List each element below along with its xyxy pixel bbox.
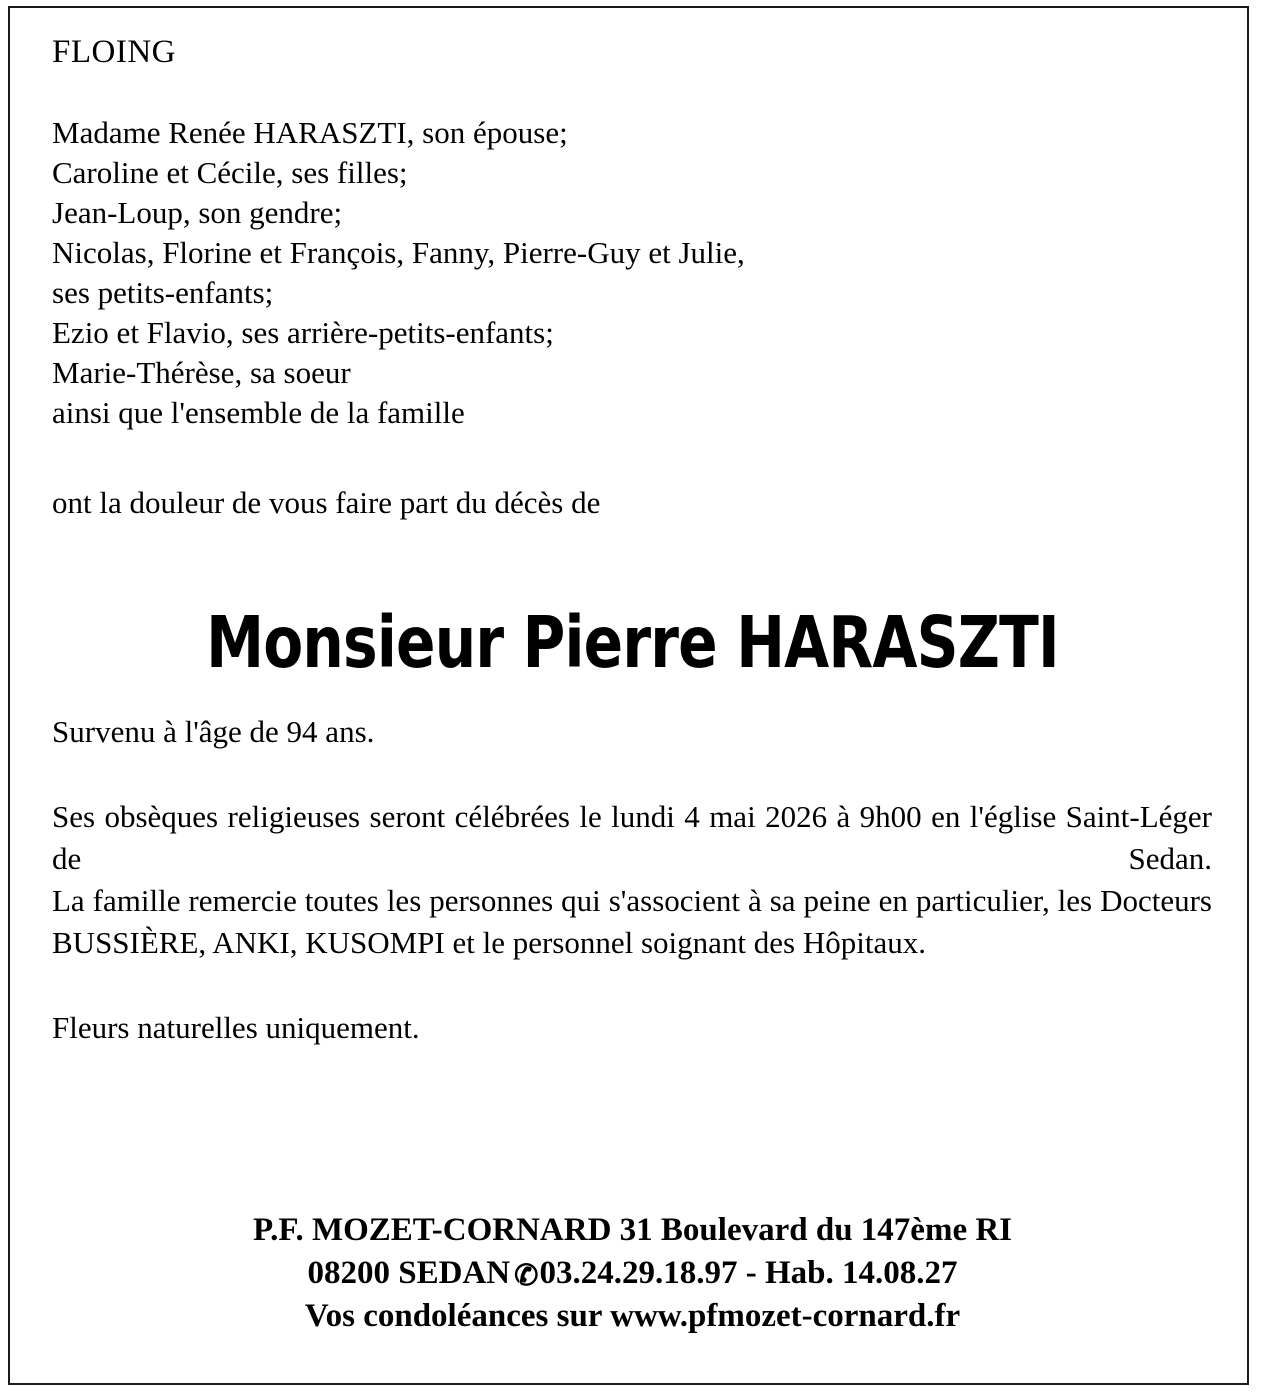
locality-heading: FLOING	[52, 34, 176, 70]
family-member-line: ses petits-enfants;	[52, 275, 274, 310]
death-notice-card	[8, 6, 1249, 1385]
family-member-line: Nicolas, Florine et François, Fanny, Pierre-Guy et Julie,	[52, 235, 745, 270]
announcement-lead-line: ont la douleur de vous faire part du décès de	[52, 485, 601, 520]
funeral-service-text: Ses obsèques religieuses seront célébrées le lundi 4 mai 2026 à 9h00 en l'église Saint-Léger de Sedan.	[52, 799, 1212, 876]
notice-body	[50, 36, 1215, 1356]
funeral-director-footer	[50, 1209, 1215, 1338]
family-member-line: Jean-Loup, son gendre;	[52, 195, 343, 230]
family-member-line: Marie-Thérèse, sa soeur	[52, 355, 351, 390]
provider-city-line: 08200 SEDAN	[307, 1255, 511, 1291]
provider-address-line: P.F. MOZET-CORNARD 31 Boulevard du 147ème RI	[252, 1212, 1013, 1248]
provider-phone-line	[50, 1252, 1215, 1295]
family-member-line: ainsi que l'ensemble de la famille	[52, 395, 465, 430]
deceased-name: Monsieur Pierre HARASZTI	[206, 601, 1059, 684]
family-member-line: Madame Renée HARASZTI, son épouse;	[52, 115, 568, 150]
family-thanks-text: La famille remercie toutes les personnes qui s'associent à sa peine en particulier, les Docteurs BUSSIÈRE, ANKI, KUSOMPI et le personnel soignant des Hôpitaux.	[52, 883, 1212, 960]
family-member-line: Caroline et Cécile, ses filles;	[52, 155, 408, 190]
provider-phone-number: 03.24.29.18.97 - Hab. 14.08.27	[539, 1255, 958, 1291]
service-details	[52, 796, 1212, 964]
phone-icon: ✆	[514, 1260, 539, 1292]
age-at-death: Survenu à l'âge de 94 ans.	[52, 714, 375, 749]
provider-website-line: Vos condoléances sur www.pfmozet-cornard.fr	[304, 1298, 961, 1334]
family-member-line: Ezio et Flavio, ses arrière-petits-enfants;	[52, 315, 554, 350]
family-members-list	[52, 113, 1215, 433]
flowers-note: Fleurs naturelles uniquement.	[52, 1010, 420, 1045]
